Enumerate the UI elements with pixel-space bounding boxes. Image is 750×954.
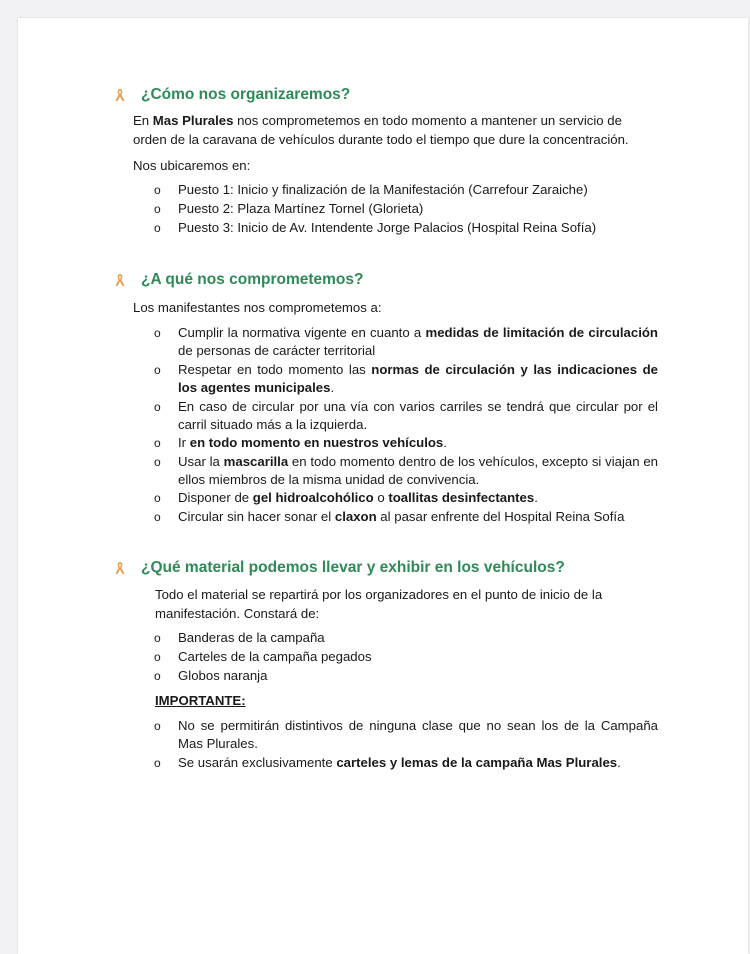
commitment-text: En caso de circular por una vía con varios carriles se tendrá que circular por el carril situado más a la izquierda. xyxy=(178,399,658,432)
bullet-icon: o xyxy=(154,400,161,414)
important-text: No se permitirán distintivos de ninguna clase que no sean los de la Campaña Mas Plurales. xyxy=(178,718,658,751)
intro-rest: nos comprometemos en todo momento a mantener un servicio de xyxy=(233,113,622,128)
section2-intro: Los manifestantes nos comprometemos a: xyxy=(133,300,382,315)
awareness-ribbon-icon xyxy=(110,87,130,103)
document-page xyxy=(18,18,748,954)
important-text: Se usarán exclusivamente carteles y lemas de la campaña Mas Plurales. xyxy=(178,755,621,770)
commitment-text: Respetar en todo momento las normas de circulación y las indicaciones de los agentes municipales. xyxy=(178,362,658,395)
section2-title: ¿A qué nos comprometemos? xyxy=(141,271,364,288)
section1-heading xyxy=(110,84,350,106)
commitment-text: Circular sin hacer sonar el claxon al pasar enfrente del Hospital Reina Sofía xyxy=(178,509,625,524)
commitment-text: Ir en todo momento en nuestros vehículos. xyxy=(178,435,447,450)
awareness-ribbon-icon xyxy=(110,272,130,288)
material-text: Banderas de la campaña xyxy=(178,630,325,645)
bullet-icon: o xyxy=(154,631,161,645)
bullet-icon: o xyxy=(154,326,161,340)
bullet-icon: o xyxy=(154,363,161,377)
bullet-icon: o xyxy=(154,183,161,197)
bullet-icon: o xyxy=(154,650,161,664)
bullet-icon: o xyxy=(154,669,161,683)
section1-intro-line1 xyxy=(133,112,622,130)
material-text: Carteles de la campaña pegados xyxy=(178,649,372,664)
bullet-icon: o xyxy=(154,510,161,524)
section1-intro-line2: orden de la caravana de vehículos durante todo el tiempo que dure la concentración. xyxy=(133,132,629,147)
commitment-text: Cumplir la normativa vigente en cuanto a medidas de limitación de circulación de personas de carácter territorial xyxy=(178,325,658,358)
important-label: IMPORTANTE: xyxy=(155,693,246,708)
location-text: Puesto 2: Plaza Martínez Tornel (Glorieta) xyxy=(178,201,424,216)
bullet-icon: o xyxy=(154,756,161,770)
locations-label: Nos ubicaremos en: xyxy=(133,158,251,173)
intro-prefix: En xyxy=(133,113,153,128)
bullet-icon: o xyxy=(154,491,161,505)
bullet-icon: o xyxy=(154,436,161,450)
section2-heading xyxy=(110,269,363,291)
commitment-text: Disponer de gel hidroalcohólico o toallitas desinfectantes. xyxy=(178,490,538,505)
commitment-text: Usar la mascarilla en todo momento dentro de los vehículos, excepto si viajan en ellos miembros de la misma unidad de convivencia. xyxy=(178,454,658,487)
bullet-icon: o xyxy=(154,221,161,235)
section3-title: ¿Qué material podemos llevar y exhibir en los vehículos? xyxy=(141,559,565,576)
brand-name: Mas Plurales xyxy=(152,113,234,128)
bullet-icon: o xyxy=(154,719,161,733)
bullet-icon: o xyxy=(154,455,161,469)
section3-heading xyxy=(110,557,565,579)
bullet-icon: o xyxy=(154,202,161,216)
section3-intro-line2: manifestación. Constará de: xyxy=(155,606,320,621)
material-text: Globos naranja xyxy=(178,668,268,683)
section3-intro-line1: Todo el material se repartirá por los organizadores en el punto de inicio de la xyxy=(155,587,603,602)
section1-title: ¿Cómo nos organizaremos? xyxy=(141,86,351,103)
awareness-ribbon-icon xyxy=(110,560,130,576)
location-text: Puesto 1: Inicio y finalización de la Manifestación (Carrefour Zaraiche) xyxy=(178,182,588,197)
location-text: Puesto 3: Inicio de Av. Intendente Jorge Palacios (Hospital Reina Sofía) xyxy=(178,220,597,235)
